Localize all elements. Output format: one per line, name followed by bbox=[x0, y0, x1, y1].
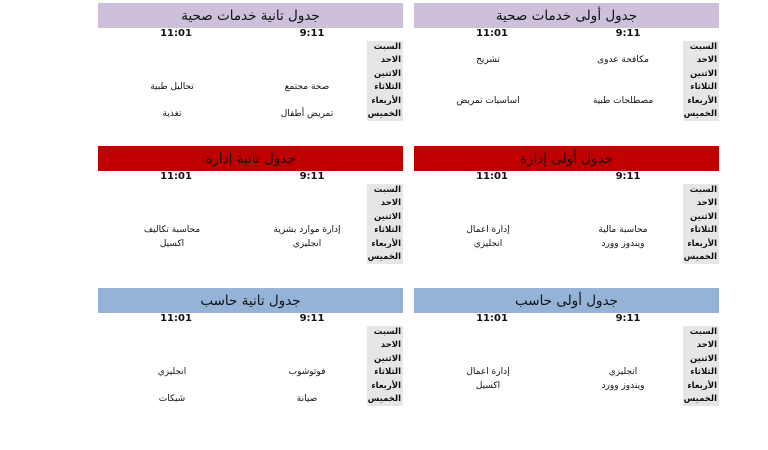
table-row bbox=[98, 211, 367, 224]
table-row bbox=[98, 380, 367, 393]
table-row bbox=[414, 211, 683, 224]
time-col-2: 11:01 bbox=[476, 171, 508, 182]
table-row bbox=[414, 68, 683, 81]
class-cell: انجليزي bbox=[157, 367, 187, 378]
day-label: الثلاثاء bbox=[690, 82, 717, 93]
schedule-title-text: جدول أولى إدارة bbox=[519, 150, 614, 167]
day-label: الثلاثاء bbox=[374, 225, 401, 236]
time-col-1: 9:11 bbox=[299, 28, 325, 39]
schedule-computer-second bbox=[98, 288, 403, 404]
day-label: الخميس bbox=[367, 393, 401, 404]
schedule-title bbox=[98, 288, 403, 313]
table-row bbox=[414, 95, 683, 108]
schedule-title-text: جدول أولى حاسب bbox=[515, 292, 619, 309]
day-label: الثلاثاء bbox=[374, 82, 401, 93]
table-row bbox=[98, 353, 367, 366]
days-column bbox=[367, 184, 403, 264]
class-cell: تشريح bbox=[476, 55, 500, 66]
class-cell: إدارة اعمال bbox=[466, 367, 510, 378]
table-row bbox=[414, 41, 683, 54]
schedule-title-text: جدول تانية خدمات صحية bbox=[181, 7, 320, 24]
schedule-title bbox=[98, 3, 403, 28]
table-row bbox=[414, 339, 683, 352]
class-cell: ويندوز وورد bbox=[601, 238, 645, 249]
day-label: السبت bbox=[689, 185, 717, 195]
class-cell: صحة مجتمع bbox=[284, 82, 330, 93]
table-row bbox=[98, 95, 367, 108]
day-label: الثلاثاء bbox=[374, 367, 401, 378]
day-label: السبت bbox=[373, 327, 401, 337]
table-row bbox=[414, 108, 683, 121]
time-col-2: 11:01 bbox=[476, 313, 508, 324]
table-row bbox=[98, 326, 367, 339]
schedule-admin-second bbox=[98, 146, 403, 262]
day-label: الاحد bbox=[696, 55, 717, 66]
day-label: الأربعاء bbox=[687, 238, 717, 249]
table-row bbox=[414, 366, 683, 379]
table-row bbox=[414, 393, 683, 406]
class-cell: تحاليل طبية bbox=[150, 82, 194, 93]
time-col-2: 11:01 bbox=[160, 313, 192, 324]
day-label: الخميس bbox=[683, 251, 717, 262]
day-label: السبت bbox=[373, 42, 401, 52]
class-cell: محاسبة مالية bbox=[598, 225, 648, 236]
schedule-title-text: جدول تانية حاسب bbox=[200, 292, 301, 309]
day-label: الأربعاء bbox=[371, 380, 401, 391]
schedule-admin-first bbox=[414, 146, 719, 262]
class-cell: إدارة موارد بشرية bbox=[273, 225, 341, 236]
day-label: الخميس bbox=[683, 393, 717, 404]
schedule-grid bbox=[414, 184, 683, 264]
day-label: الخميس bbox=[367, 251, 401, 262]
schedule-title-text: جدول أولى خدمات صحية bbox=[495, 7, 638, 24]
day-label: الاثنين bbox=[689, 211, 717, 222]
day-label: السبت bbox=[689, 327, 717, 337]
class-cell: انجليزي bbox=[608, 367, 638, 378]
schedule-title bbox=[98, 146, 403, 171]
class-cell: ويندوز وورد bbox=[601, 380, 645, 391]
table-row bbox=[98, 339, 367, 352]
table-row bbox=[98, 184, 367, 197]
time-col-1: 9:11 bbox=[615, 28, 641, 39]
time-col-1: 9:11 bbox=[615, 171, 641, 182]
schedule-title bbox=[414, 288, 719, 313]
class-cell: اكسيل bbox=[159, 238, 185, 249]
day-label: السبت bbox=[689, 42, 717, 52]
day-label: الأربعاء bbox=[687, 95, 717, 106]
table-row bbox=[414, 81, 683, 94]
time-col-1: 9:11 bbox=[299, 313, 325, 324]
table-row bbox=[98, 68, 367, 81]
time-col-1: 9:11 bbox=[615, 313, 641, 324]
day-label: الخميس bbox=[367, 108, 401, 119]
class-cell: فوتوشوب bbox=[288, 367, 326, 378]
table-row bbox=[98, 81, 367, 94]
schedule-grid bbox=[98, 184, 367, 264]
schedule-title bbox=[414, 3, 719, 28]
days-column bbox=[367, 326, 403, 406]
class-cell: تغذية bbox=[162, 108, 182, 119]
day-label: الأربعاء bbox=[687, 380, 717, 391]
day-label: الاحد bbox=[696, 198, 717, 209]
day-label: الاثنين bbox=[689, 353, 717, 364]
day-label: الاثنين bbox=[689, 68, 717, 79]
table-row bbox=[98, 224, 367, 237]
table-row bbox=[414, 353, 683, 366]
day-label: السبت bbox=[373, 185, 401, 195]
day-label: الثلاثاء bbox=[690, 367, 717, 378]
class-cell: شبكات bbox=[158, 393, 186, 404]
table-row bbox=[98, 54, 367, 67]
table-row bbox=[98, 393, 367, 406]
day-label: الاحد bbox=[380, 198, 401, 209]
day-label: الاثنين bbox=[373, 353, 401, 364]
time-col-2: 11:01 bbox=[160, 171, 192, 182]
day-label: الاثنين bbox=[373, 68, 401, 79]
days-column bbox=[683, 184, 719, 264]
day-label: الاثنين bbox=[373, 211, 401, 222]
schedule-grid bbox=[414, 41, 683, 121]
schedule-grid bbox=[98, 41, 367, 121]
schedule-grid bbox=[98, 326, 367, 406]
class-cell: اساسيات تمريض bbox=[456, 95, 520, 106]
schedule-computer-first bbox=[414, 288, 719, 404]
table-row bbox=[98, 251, 367, 264]
class-cell: انجليزي bbox=[473, 238, 503, 249]
table-row bbox=[98, 366, 367, 379]
schedule-grid bbox=[414, 326, 683, 406]
day-label: الاحد bbox=[696, 340, 717, 351]
class-cell: محاسبة تكاليف bbox=[143, 225, 201, 236]
class-cell: انجليزي bbox=[292, 238, 322, 249]
class-cell: مصطلحات طبية bbox=[592, 95, 654, 106]
days-column bbox=[683, 326, 719, 406]
class-cell: اكسيل bbox=[475, 380, 501, 391]
days-column bbox=[367, 41, 403, 121]
schedule-health-second bbox=[98, 3, 403, 119]
day-label: الخميس bbox=[683, 108, 717, 119]
table-row bbox=[414, 251, 683, 264]
table-row bbox=[414, 224, 683, 237]
table-row bbox=[98, 197, 367, 210]
table-row bbox=[414, 326, 683, 339]
day-label: الاحد bbox=[380, 55, 401, 66]
time-col-2: 11:01 bbox=[160, 28, 192, 39]
time-col-2: 11:01 bbox=[476, 28, 508, 39]
table-row bbox=[414, 197, 683, 210]
table-row bbox=[414, 380, 683, 393]
table-row bbox=[98, 41, 367, 54]
table-row bbox=[98, 108, 367, 121]
table-row bbox=[98, 238, 367, 251]
days-column bbox=[683, 41, 719, 121]
class-cell: تمريض أطفال bbox=[280, 108, 334, 119]
schedule-health-first bbox=[414, 3, 719, 119]
table-row bbox=[414, 54, 683, 67]
time-col-1: 9:11 bbox=[299, 171, 325, 182]
class-cell: مكافحة عدوى bbox=[597, 55, 649, 66]
day-label: الثلاثاء bbox=[690, 225, 717, 236]
table-row bbox=[414, 184, 683, 197]
day-label: الاحد bbox=[380, 340, 401, 351]
class-cell: صيانة bbox=[296, 393, 318, 404]
day-label: الأربعاء bbox=[371, 238, 401, 249]
schedule-title-text: جدول تانية إدارة bbox=[205, 150, 296, 167]
schedule-title bbox=[414, 146, 719, 171]
table-row bbox=[414, 238, 683, 251]
class-cell: إدارة اعمال bbox=[466, 225, 510, 236]
day-label: الأربعاء bbox=[371, 95, 401, 106]
